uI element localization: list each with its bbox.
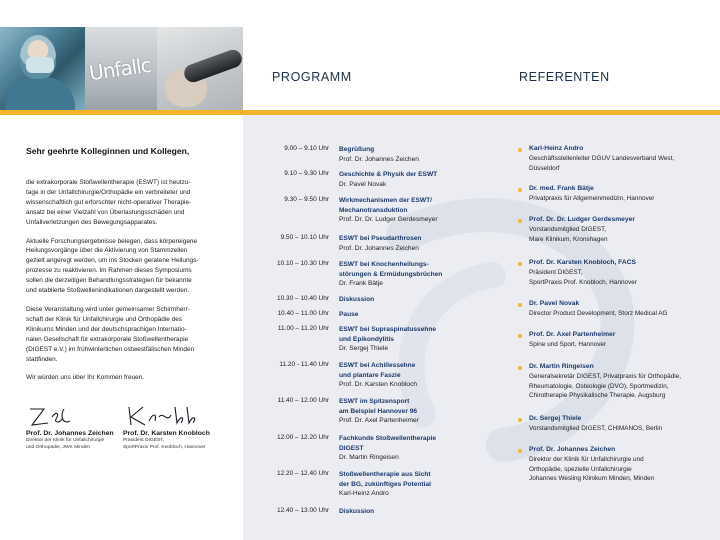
program-title: ESWT bei Achillessehne und plantare Faszie Prof. Dr. Karsten Knobloch <box>339 362 418 389</box>
signature-knobloch-icon <box>123 403 213 429</box>
program-speaker: Prof. Dr. Dr. Ludger Gerdesmeyer <box>339 216 438 224</box>
referent-desc: Vorstandsmitglied DIGEST, CHIMANOS, Berlin <box>529 425 663 432</box>
program-title: ESWT im Spitzensport am Beispiel Hannover 96 Prof. Dr. Axel Partenheimer <box>339 398 419 425</box>
bullet-icon <box>518 366 522 370</box>
bullet-icon <box>518 219 522 223</box>
program-title: Geschichte & Physik der ESWT Dr. Pavel Novak <box>339 171 438 188</box>
program-speaker: Dr. Martin Ringeisen <box>339 454 399 462</box>
letter-paragraph: die extrakorporale Stoßwellentherapie (ESWT) ist heutzu- tage in der Unfallchirurgie/Orthopädie ein verbreiteter und wissenschaftlich gut erforschter nicht-operativer Therapie- ansatz bei einer Vielzahl von Überlastungsschäden und Unfallverletzungen des Bewegungsapparates. <box>26 179 192 226</box>
referent-desc: Präsident DIGEST, SportPraxis Prof. Knobloch, Hannover <box>529 269 637 286</box>
referent-desc: Vorstandsmitglied DIGEST, Mare Klinikum, Kronshagen <box>529 226 608 243</box>
program-title: ESWT bei Pseudarthrosen Prof. Dr. Johannes Zeichen <box>339 235 422 252</box>
program-title: Wirkmechanismen der ESWT/ Mechanotransduktion Prof. Dr. Dr. Ludger Gerdesmeyer <box>339 197 438 224</box>
program-title: ESWT bei Knochenheilungs- störungen & Ermüdungsbrüchen Dr. Frank Bätje <box>339 261 443 288</box>
program-time: 11.40 – 12.00 Uhr <box>277 397 329 404</box>
program-time: 10.10 – 10.30 Uhr <box>276 260 329 267</box>
referent-name: Prof. Dr. Dr. Ludger Gerdesmeyer <box>529 216 635 223</box>
bullet-icon <box>518 262 522 266</box>
program-time: 9.00 – 9.10 Uhr <box>284 145 329 152</box>
signature-name: Prof. Dr. Karsten Knobloch <box>123 430 210 437</box>
program-speaker: Prof. Dr. Johannes Zeichen <box>339 244 419 252</box>
bullet-icon <box>518 449 522 453</box>
program-time: 11.20 - 11.40 Uhr <box>279 361 329 368</box>
program-title: Begrüßung Prof. Dr. Johannes Zeichen <box>339 146 419 163</box>
program-time: 10.30 – 10.40 Uhr <box>276 295 329 302</box>
referent-desc: Geschäftsstellenleiter DGUV Landesverband West, Düsseldorf <box>529 155 675 172</box>
program-time: 11.00 – 11.20 Uhr <box>277 325 329 332</box>
signature-zeichen <box>26 403 114 451</box>
program-speaker: Dr. Frank Bätje <box>339 280 383 288</box>
signatures <box>26 403 236 463</box>
signature-knobloch <box>123 403 213 451</box>
bullet-icon <box>518 303 522 307</box>
program-speaker: Prof. Dr. Axel Partenheimer <box>339 417 419 425</box>
program-title: ESWT bei Supraspinatussehne und Epikondylitis Dr. Sergej Thiele <box>339 326 437 353</box>
program-title: Diskussion <box>339 296 375 303</box>
bullet-icon <box>518 188 522 192</box>
salutation: Sehr geehrte Kolleginnen und Kollegen, <box>26 146 190 156</box>
referent-desc: Privatpraxis für Allgemeinmedizin, Hannover <box>529 195 655 202</box>
program-title: Fachkunde Stoßwellentherapie DIGEST Dr. Martin Ringeisen <box>339 435 437 462</box>
letter-paragraph: Diese Veranstaltung wird unter gemeinsamer Schirmherr- schaft der Klinik für Unfallchirurgie und Orthopädie des Klinikums Minden und der deutschsprachigen Internatio- nalen Gesellschaft für extrakorporale Stoßwellentherapie (DIGEST e.V.) im frühwinterlichen ostwestfälischen Minden stattfinden. <box>26 305 195 363</box>
referent-desc: Direktor der Klinik für Unfallchirurgie und Orthopädie, spezielle Unfallchirurgie Johannes Wesling Klinikum Minden, Minden <box>529 456 655 483</box>
program-speaker: Prof. Dr. Johannes Zeichen <box>339 155 419 163</box>
signature-zeichen-icon <box>26 403 96 429</box>
referent-name: Dr. Sergej Thiele <box>529 415 582 422</box>
program-speaker: Dr. Sergej Thiele <box>339 345 388 353</box>
program-time: 9.50 – 10.10 Uhr <box>280 234 329 241</box>
referent-name: Dr. med. Frank Bätje <box>529 185 594 192</box>
header-photo-strip <box>0 27 243 110</box>
signature-name: Prof. Dr. Johannes Zeichen <box>26 430 114 437</box>
program-time: 12.40 – 13.00 Uhr <box>276 507 329 514</box>
referent-name: Karl-Heinz Andro <box>529 145 584 152</box>
program-title: Diskussion <box>339 508 375 515</box>
letter-paragraph: Aktuelle Forschungsergebnisse belegen, dass körpereigene Heilungsvorgänge über die Aktivierung von Stammzellen gezielt angeregt werden, um ins Stocken geratene Heilungs- prozesse zu reaktivieren. Im Rahmen dieses Symposiums sollen die derzeitigen Behandlungsstrategien für bekannte und etablierte Stoßwellenindikationen dargestellt werden. <box>26 237 199 295</box>
programm-heading: PROGRAMM <box>272 70 352 84</box>
unfallchirurgie-sign-photo <box>85 27 157 110</box>
referent-name: Prof. Dr. Johannes Zeichen <box>529 446 616 453</box>
program-speaker: Prof. Dr. Karsten Knobloch <box>339 381 418 389</box>
program-time: 12.20 – 12.40 Uhr <box>276 470 329 477</box>
referent-desc: Spine und Sport, Hannover <box>529 341 607 348</box>
program-speaker: Dr. Pavel Novak <box>339 180 387 188</box>
program-time: 9.10 – 9.30 Uhr <box>284 170 329 177</box>
program-time: 9.30 – 9.50 Uhr <box>284 196 329 203</box>
letter-closing: Wir würden uns über Ihr Kommen freuen. <box>26 374 145 382</box>
referent-name: Dr. Pavel Novak <box>529 300 580 307</box>
referent-name: Prof. Dr. Axel Partenheimer <box>529 331 616 338</box>
surgeon-photo <box>0 27 85 110</box>
signature-role: Präsident DIGEST, SportPraxis Prof. Knobloch, Hannover <box>123 438 206 450</box>
referenten-heading: REFERENTEN <box>519 70 610 84</box>
signature-role: Direktor der Klinik für Unfallchirurgie und Orthopädie, JWK Minden <box>26 438 105 450</box>
program-title: Stoßwellentherapie aus Sicht der BG, zukünftiges Potential Karl-Heinz Andro <box>339 471 431 498</box>
program-speaker: Karl-Heinz Andro <box>339 490 389 498</box>
referent-desc: Director Product Development, Storz Medical AG <box>529 310 668 317</box>
program-title: Pause <box>339 311 359 318</box>
program-time: 10.40 – 11.00 Uhr <box>277 310 329 317</box>
program-time: 12.00 – 12.20 Uhr <box>276 434 329 441</box>
photo-sign-text: Unfallc <box>87 52 153 86</box>
bullet-icon <box>518 418 522 422</box>
shockwave-device-photo <box>157 27 243 110</box>
referent-desc: Generalsekretär DIGEST, Privatpraxis für Orthopädie, Rheumatologie, Osteologie (DVO), Sportmedizin, Chirotherapie Physikalische Therapie, Augsburg <box>529 373 682 400</box>
referent-name: Dr. Martin Ringeisen <box>529 363 594 370</box>
bullet-icon <box>518 334 522 338</box>
bullet-icon <box>518 148 522 152</box>
letter-column <box>26 146 231 392</box>
referent-name: Prof. Dr. Karsten Knobloch, FACS <box>529 259 637 266</box>
